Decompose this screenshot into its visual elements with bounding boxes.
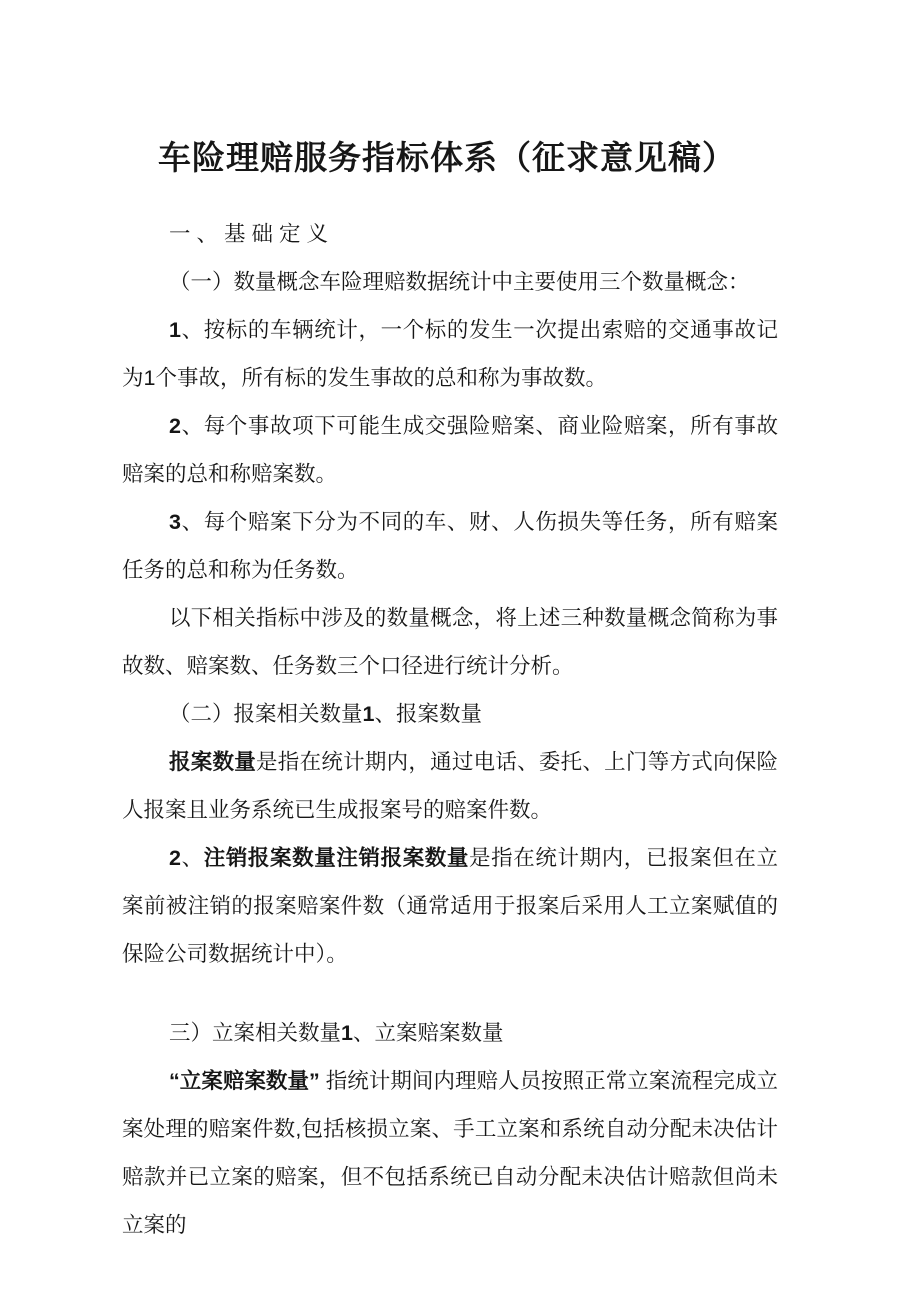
paragraph-summary [122, 594, 778, 690]
section-heading-basic-definitions [122, 210, 778, 258]
item-number: 2 [169, 414, 181, 438]
paragraph-text: 、每个事故项下可能生成交强险赔案、商业险赔案，所有事故赔案的总和称赔案数。 [122, 414, 778, 486]
document-title: 车险理赔服务指标体系（征求意见稿） [158, 139, 736, 176]
paragraph-item-1 [122, 306, 778, 402]
list-separator: 、 [180, 846, 204, 870]
paragraph-text: 是指在统计期内，已报案但在立案前被注销的报案赔案件数（通常适用于报案后采用人工立案赋值的保险公司数据统计中）。 [122, 846, 778, 966]
term-cancelled-report-quantity: 注销报案数量注销报案数量 [203, 846, 470, 870]
term-filed-claim-quantity: “立案赔案数量” [169, 1069, 320, 1093]
paragraph-text: 以下相关指标中涉及的数量概念，将上述三种数量概念简称为事故数、赔案数、任务数三个口径进行统计分析。 [122, 606, 778, 678]
paragraph-report-definition [122, 738, 778, 834]
document-body [122, 210, 778, 1249]
item-number: 1 [362, 702, 375, 726]
paragraph-filing-definition [122, 1057, 778, 1249]
paragraph-text: 指统计期间内理赔人员按照正常立案流程完成立案处理的赔案件数,包括核损立案、手工立案和系统自动分配未决估计赔款并已立案的赔案，但不包括系统已自动分配未决估计赔款但尚未立案的 [122, 1069, 778, 1237]
item-number: 1 [341, 1021, 353, 1045]
section-heading-report-quantities [122, 690, 778, 738]
term-report-quantity: 报案数量 [169, 750, 257, 774]
section-heading-text: 、报案数量 [374, 702, 482, 726]
paragraph-item-2 [122, 402, 778, 498]
section-heading-text: 一、基础定义 [169, 222, 335, 246]
paragraph-text: 、每个赔案下分为不同的车、财、人伤损失等任务，所有赔案任务的总和称为任务数。 [122, 510, 778, 582]
paragraph-text: 、按标的车辆统计，一个标的发生一次提出索赔的交通事故记为1个事故，所有标的发生事故的总和称为事故数。 [122, 318, 778, 390]
section-heading-text: （二）报案相关数量 [169, 702, 363, 726]
paragraph-item-3 [122, 498, 778, 594]
paragraph-concept-intro [122, 258, 778, 306]
paragraph-cancel-definition [122, 834, 778, 978]
section-heading-text: 三）立案相关数量 [169, 1021, 342, 1045]
item-number: 2 [169, 846, 181, 870]
section-heading-filing-quantities [122, 1009, 778, 1057]
section-heading-text: 、立案赔案数量 [352, 1021, 504, 1045]
item-number: 3 [169, 510, 181, 534]
item-number: 1 [169, 318, 181, 342]
paragraph-text: （一）数量概念车险理赔数据统计中主要使用三个数量概念： [169, 270, 750, 294]
paragraph-text: 是指在统计期内，通过电话、委托、上门等方式向保险人报案且业务系统已生成报案号的赔案件数。 [122, 750, 778, 822]
